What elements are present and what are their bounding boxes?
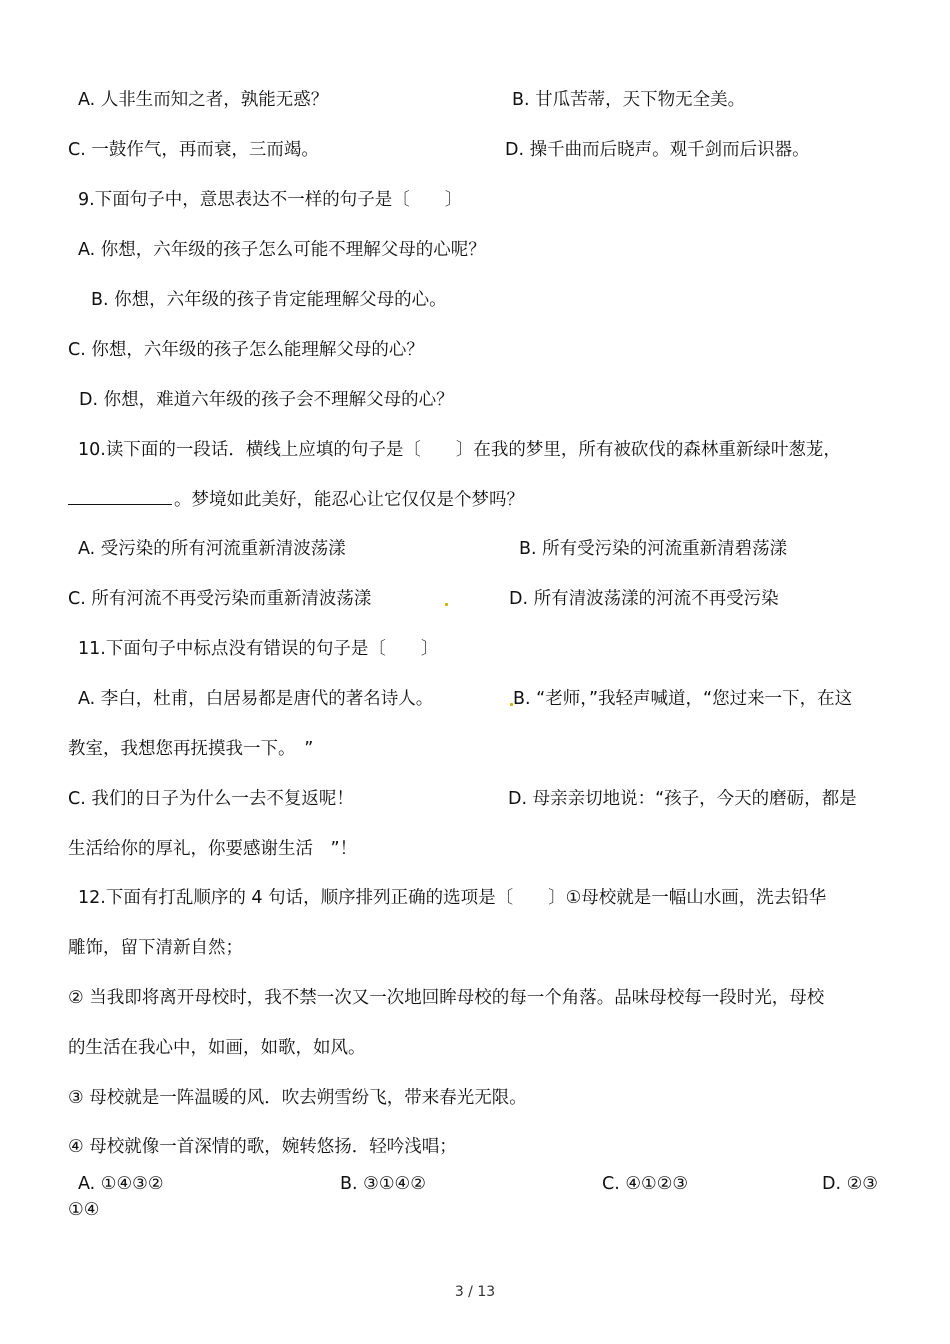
q12-sentence-2-continuation: 的生活在我心中，如画，如歌，如风。 xyxy=(68,1038,366,1058)
q11-option-c: C. 我们的日子为什么一去不复返呢！ xyxy=(68,789,354,809)
q11-option-d-continuation: 生活给你的厚礼，你要感谢生活 ”！ xyxy=(68,839,358,859)
q10-stem: 10.读下面的一段话．横线上应填的句子是〔 〕在我的梦里，所有被砍伐的森林重新绿叶葱茏， xyxy=(78,440,841,460)
q9-option-b: B. 你想，六年级的孩子肯定能理解父母的心。 xyxy=(91,290,447,310)
q12-sentence-3: ③ 母校就是一阵温暖的风．吹去朔雪纷飞，带来春光无限。 xyxy=(68,1088,527,1108)
q12-sentence-2: ② 当我即将离开母校时，我不禁一次又一次地回眸母校的每一个角落。品味母校每一段时光，母校 xyxy=(68,988,825,1008)
q12-option-c: C. ④①②③ xyxy=(602,1174,689,1194)
q12-option-d: D. ②③ xyxy=(822,1174,878,1194)
q8-option-a: A. 人非生而知之者，孰能无惑？ xyxy=(78,90,329,110)
q11-option-b-continuation: 教室，我想您再抚摸我一下。 ” xyxy=(68,739,314,759)
q9-option-c: C. 你想，六年级的孩子怎么能理解父母的心？ xyxy=(68,340,424,360)
q9-option-a: A. 你想，六年级的孩子怎么可能不理解父母的心呢？ xyxy=(78,240,486,260)
q12-stem-continuation: 雕饰，留下清新自然； xyxy=(68,938,243,958)
q12-sentence-4: ④ 母校就像一首深情的歌，婉转悠扬．轻吟浅唱； xyxy=(68,1137,457,1157)
q8-option-c: C. 一鼓作气，再而衰，三而竭。 xyxy=(68,140,319,160)
q10-stem-line2 xyxy=(68,488,524,511)
q12-option-a: A. ①④③② xyxy=(78,1174,164,1194)
q10-stem-continuation: 。梦境如此美好，能忍心让它仅仅是个梦吗？ xyxy=(174,490,524,510)
q8-option-b: B. 甘瓜苦蒂，天下物无全美。 xyxy=(512,90,746,110)
q9-option-d: D. 你想，难道六年级的孩子会不理解父母的心？ xyxy=(79,390,454,410)
q11-option-d: D. 母亲亲切地说：“孩子，今天的磨砺，都是 xyxy=(508,789,857,809)
q12-option-b: B. ③①④② xyxy=(340,1174,426,1194)
q10-option-d: D. 所有清波荡漾的河流不再受污染 xyxy=(509,589,779,609)
page-number: 3 / 13 xyxy=(454,1284,496,1300)
q11-option-a: A. 李白，杜甫，白居易都是唐代的著名诗人。 xyxy=(78,689,434,709)
q12-stem: 12.下面有打乱顺序的 4 句话，顺序排列正确的选项是〔 〕①母校就是一幅山水画，洗去铅华 xyxy=(78,888,827,908)
answer-blank xyxy=(68,488,172,505)
q11-option-b: B. “老师，”我轻声喊道，“您过来一下，在这 xyxy=(513,689,853,709)
q9-stem: 9.下面句子中，意思表达不一样的句子是〔 〕 xyxy=(78,190,463,210)
stray-dot xyxy=(445,603,448,606)
q12-option-d-continuation: ①④ xyxy=(68,1200,100,1220)
q8-option-d: D. 操千曲而后晓声。观千剑而后识器。 xyxy=(505,140,810,160)
q10-option-c: C. 所有河流不再受污染而重新清波荡漾 xyxy=(68,589,372,609)
q10-option-b: B. 所有受污染的河流重新清碧荡漾 xyxy=(519,539,788,559)
q11-stem: 11.下面句子中标点没有错误的句子是〔 〕 xyxy=(78,639,439,659)
q10-option-a: A. 受污染的所有河流重新清波荡漾 xyxy=(78,539,346,559)
